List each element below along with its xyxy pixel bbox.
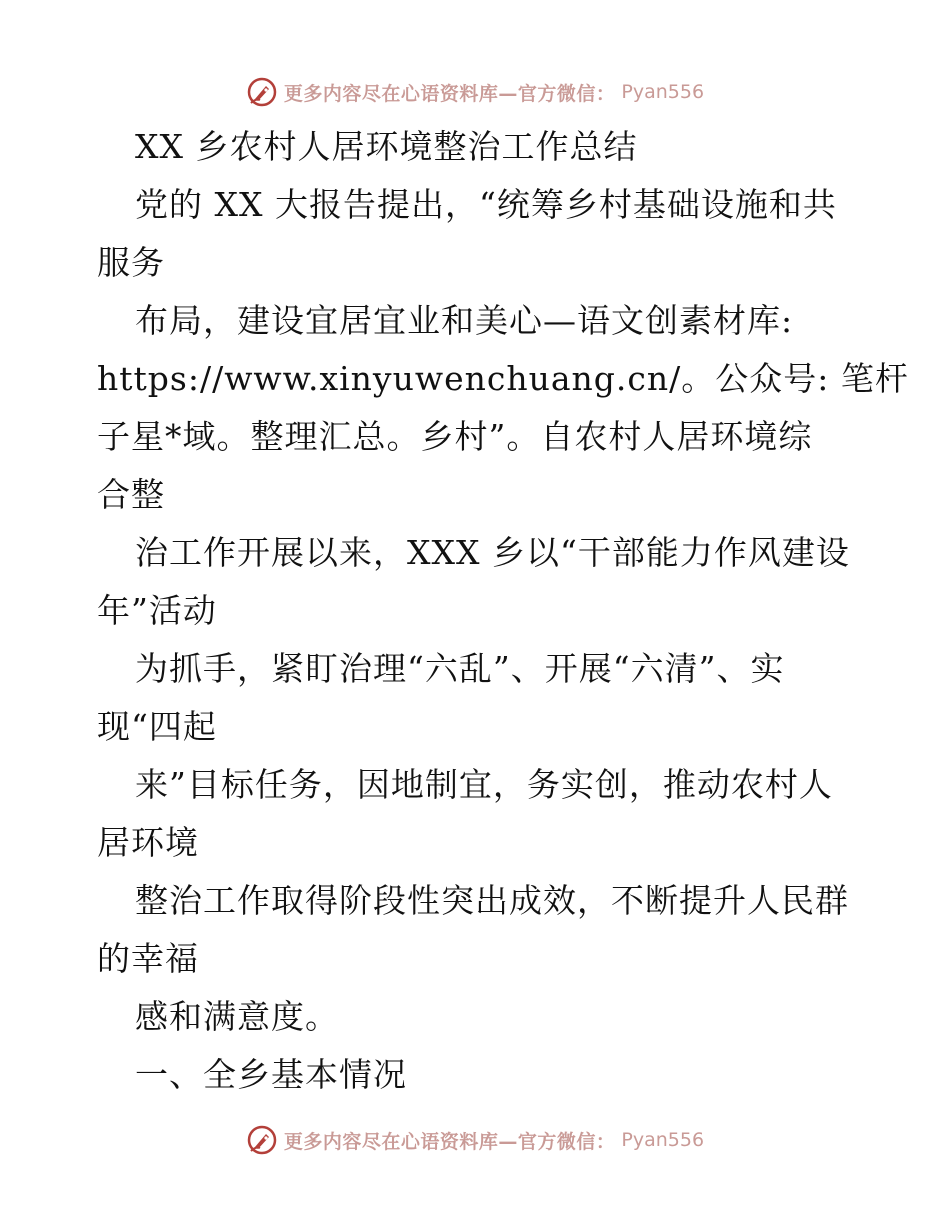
paragraph-line: 感和满意度。	[135, 997, 339, 1036]
paragraph-line: 整治工作取得阶段性突出成效，不断提升人民群	[135, 881, 849, 920]
paragraph-line: 服务	[97, 243, 165, 282]
paragraph-line: 现“四起	[97, 707, 217, 746]
document-body	[97, 118, 909, 1104]
watermark-text: 更多内容尽在心语资料库—官方微信：	[283, 1130, 616, 1153]
paragraph-line: https://www.xinyuwenchuang.cn/。公众号: 笔杆	[97, 359, 909, 398]
section-heading: 一、全乡基本情况	[135, 1055, 407, 1094]
paragraph-line: 合整	[97, 475, 165, 514]
pen-nib-circle-icon	[246, 1124, 278, 1156]
watermark-text: 更多内容尽在心语资料库—官方微信：	[283, 82, 616, 105]
document-title: XX 乡农村人居环境整治工作总结	[135, 127, 638, 166]
paragraph-line: 来”目标任务，因地制宜，务实创，推动农村人	[135, 765, 833, 804]
watermark-wechat-id: Pyan556	[621, 81, 705, 103]
paragraph-line: 年”活动	[97, 591, 217, 630]
paragraph-line: 治工作开展以来，XXX 乡以“干部能力作风建设	[135, 533, 850, 572]
paragraph-line: 子星*域。整理汇总。乡村”。自农村人居环境综	[97, 417, 813, 456]
paragraph-line: 居环境	[97, 823, 199, 862]
watermark-wechat-id: Pyan556	[621, 1129, 705, 1151]
paragraph-line: 党的 XX 大报告提出，“统筹乡村基础设施和共	[135, 185, 837, 224]
footer-watermark	[0, 1120, 950, 1160]
paragraph-line: 布局，建设宜居宜业和美心—语文创素材库:	[135, 301, 794, 340]
pen-nib-circle-icon	[246, 76, 278, 108]
paragraph-line: 的幸福	[97, 939, 199, 978]
header-watermark	[0, 72, 950, 112]
paragraph-line: 为抓手，紧盯治理“六乱”、开展“六清”、实	[135, 649, 785, 688]
